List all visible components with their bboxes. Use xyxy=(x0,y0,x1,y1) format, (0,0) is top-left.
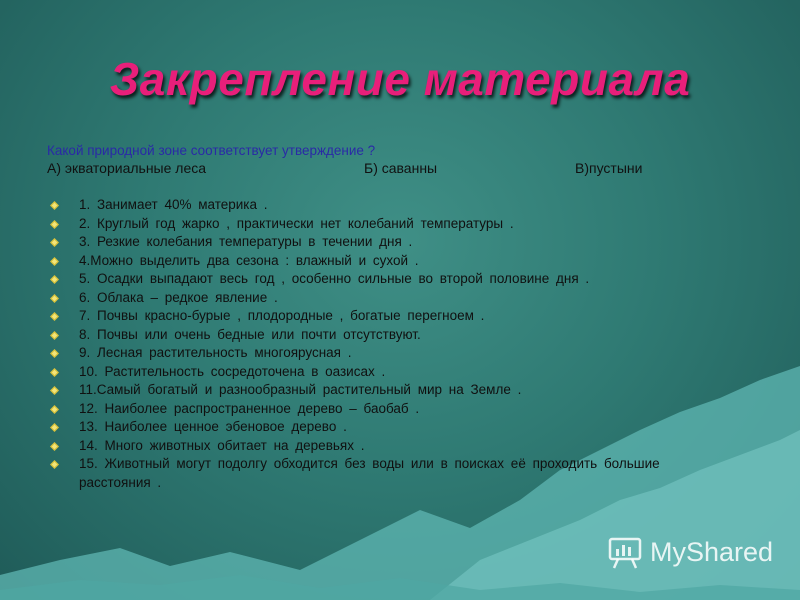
list-item: 10. Растительность сосредоточена в оазисах . xyxy=(50,363,730,382)
diamond-bullet-icon xyxy=(50,312,59,321)
watermark-text: MyShared xyxy=(650,536,774,567)
list-item: 6. Облака – редкое явление . xyxy=(50,289,730,308)
diamond-bullet-icon xyxy=(50,460,59,469)
list-item: 12. Наиболее распространенное дерево – баобаб . xyxy=(50,400,730,419)
statement-list xyxy=(50,196,730,492)
diamond-bullet-icon xyxy=(50,349,59,358)
option-a: А) экваториальные леса xyxy=(47,160,207,176)
diamond-bullet-icon xyxy=(50,294,59,303)
presentation-board-icon xyxy=(608,535,644,569)
list-item: 2. Круглый год жарко , практически нет колебаний температуры . xyxy=(50,215,730,234)
list-item: 11.Самый богатый и разнообразный растительный мир на Земле . xyxy=(50,381,730,400)
diamond-bullet-icon xyxy=(50,368,59,377)
list-item: 1. Занимает 40% материка . xyxy=(50,196,730,215)
list-item: 7. Почвы красно-бурые , плодородные , богатые перегноем . xyxy=(50,307,730,326)
diamond-bullet-icon xyxy=(50,442,59,451)
list-item: 3. Резкие колебания температуры в течении дня . xyxy=(50,233,730,252)
list-item: 5. Осадки выпадают весь год , особенно сильные во второй половине дня . xyxy=(50,270,730,289)
diamond-bullet-icon xyxy=(50,257,59,266)
question-text: Какой природной зоне соответствует утверждение ? xyxy=(47,143,376,158)
option-c: В)пустыни xyxy=(575,160,643,176)
list-item: 4.Можно выделить два сезона : влажный и сухой . xyxy=(50,252,730,271)
diamond-bullet-icon xyxy=(50,405,59,414)
myshared-watermark xyxy=(608,535,773,569)
list-item: 14. Много животных обитает на деревьях . xyxy=(50,437,730,456)
option-b: Б) саванны xyxy=(364,160,438,176)
diamond-bullet-icon xyxy=(50,331,59,340)
list-item: 8. Почвы или очень бедные или почти отсутствуют. xyxy=(50,326,730,345)
list-item: 13. Наиболее ценное эбеновое дерево . xyxy=(50,418,730,437)
diamond-bullet-icon xyxy=(50,423,59,432)
slide-title: Закрепление материала xyxy=(109,53,691,105)
diamond-bullet-icon xyxy=(50,238,59,247)
diamond-bullet-icon xyxy=(50,275,59,284)
list-item: 15. Животный могут подолгу обходится без воды или в поисках её проходить большие расстояния . xyxy=(50,455,730,492)
diamond-bullet-icon xyxy=(50,201,59,210)
list-item: 9. Лесная растительность многоярусная . xyxy=(50,344,730,363)
diamond-bullet-icon xyxy=(50,220,59,229)
diamond-bullet-icon xyxy=(50,386,59,395)
